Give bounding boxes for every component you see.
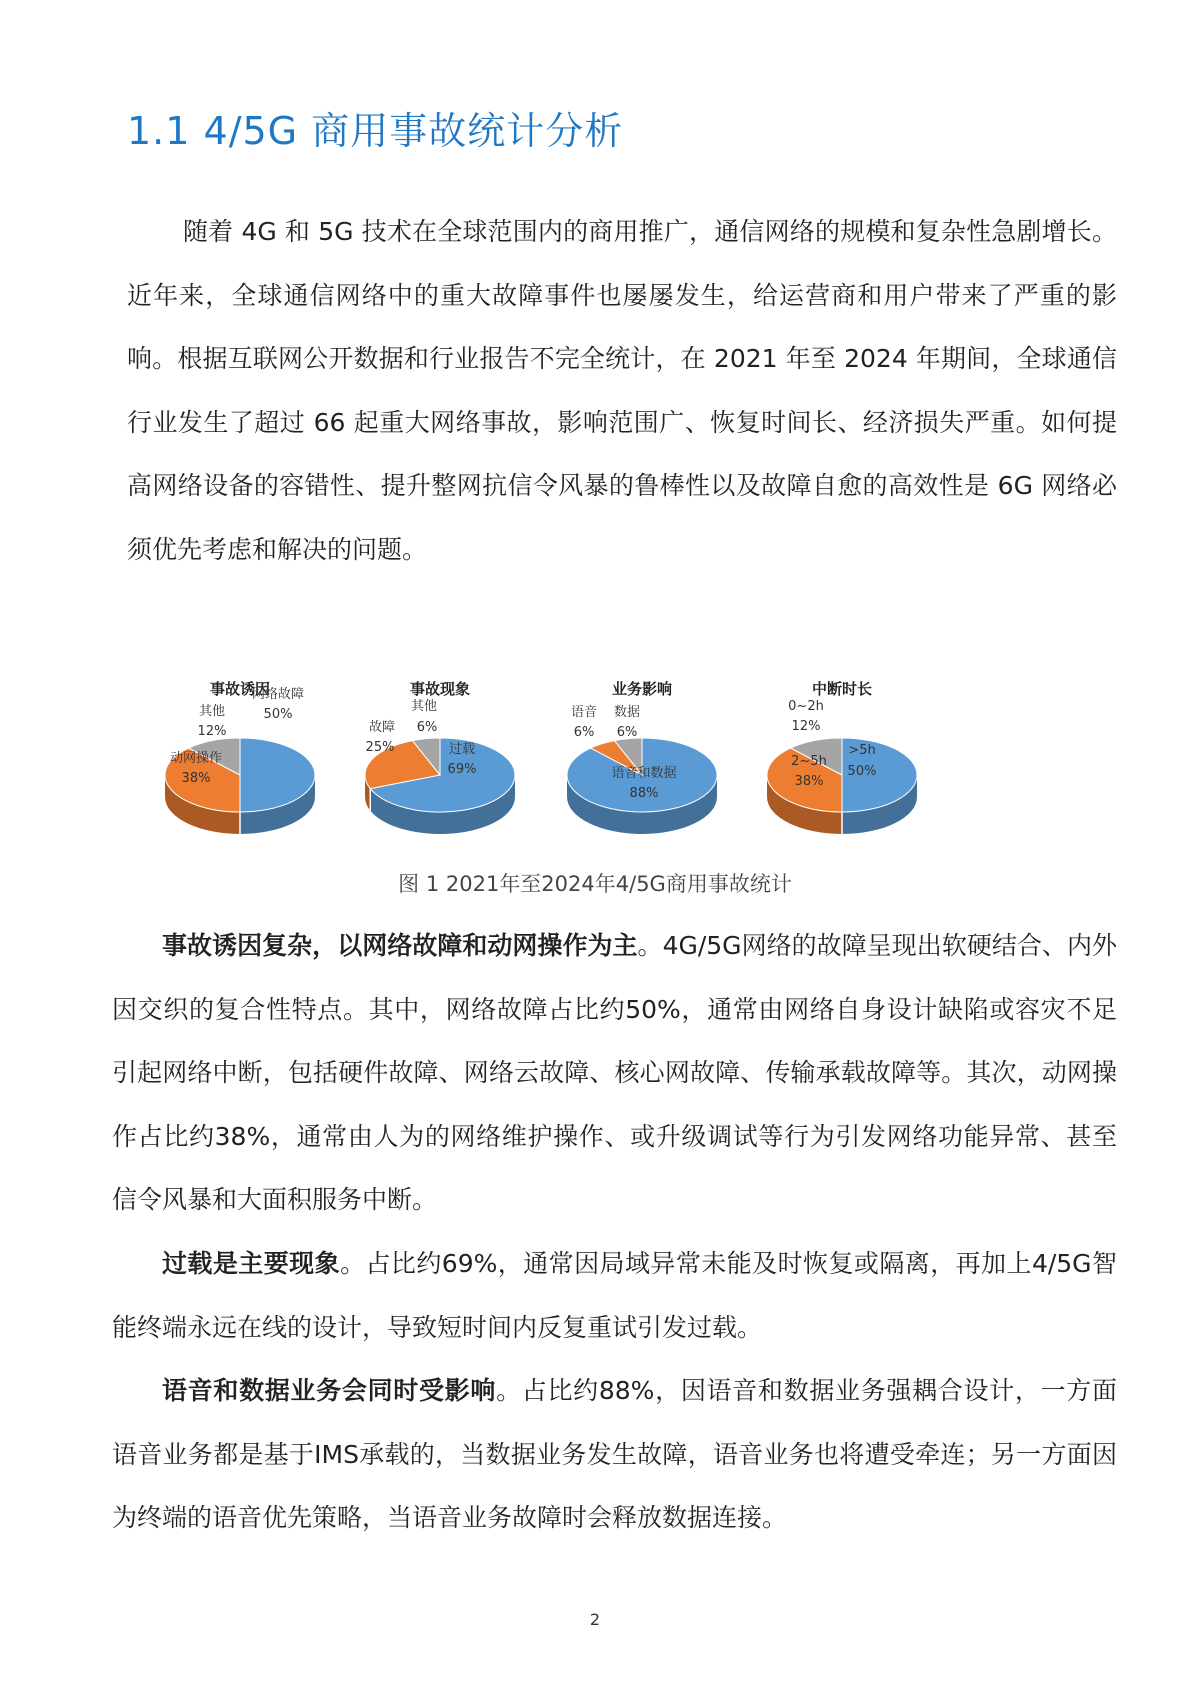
- pie-slice-percent: 88%: [629, 786, 659, 801]
- figure-caption: 图 1 2021年至2024年4/5G商用事故统计: [398, 872, 792, 896]
- pie-slice-percent: 50%: [847, 764, 877, 779]
- pie-slice-label: 语音和数据: [611, 766, 677, 781]
- pie-slice-percent: 12%: [197, 724, 227, 739]
- paragraph-cause: [112, 914, 1117, 1232]
- pie-slice-percent: 69%: [447, 762, 477, 777]
- pie-chart-duration-svg: [762, 680, 952, 840]
- pie-slice-label: 语音: [570, 705, 598, 720]
- pie-title: 事故诱因: [209, 680, 271, 698]
- pie-slice-percent: 6%: [416, 720, 438, 735]
- paragraph-cause-lead: 事故诱因复杂，以网络故障和动网操作为主: [162, 931, 638, 960]
- pie-slice-percent: 6%: [616, 725, 638, 740]
- pie-chart-duration: [762, 680, 952, 840]
- page-number: 2: [589, 1610, 601, 1629]
- pie-slice-percent: 38%: [181, 771, 211, 786]
- paragraph-overload-body: 。占比约69%，通常因局域异常未能及时恢复或隔离，再加上4/5G智能终端永远在线的设计，导致短时间内反复重试引发过载。: [112, 1249, 1117, 1342]
- pie-slice-percent: 6%: [573, 725, 595, 740]
- pie-slice-percent: 50%: [263, 707, 293, 722]
- paragraph-cause-body: 。4G/5G网络的故障呈现出软硬结合、内外因交织的复合性特点。其中，网络故障占比约50%，通常由网络自身设计缺陷或容灾不足引起网络中断，包括硬件故障、网络云故障、核心网故障、传输承载故障等。其次，动网操作占比约38%，通常由人为的网络维护操作、或升级调试等行为引发网络功能异常、甚至信令风暴和大面积服务中断。: [112, 931, 1117, 1214]
- pie-chart-service-impact: [562, 680, 752, 840]
- pie-title: 中断时长: [811, 680, 873, 698]
- pie-slice-label: 故障: [368, 720, 396, 735]
- pie-chart-phenomenon-svg: [360, 680, 550, 840]
- intro-paragraph: 随着 4G 和 5G 技术在全球范围内的商用推广，通信网络的规模和复杂性急剧增长。近年来，全球通信网络中的重大故障事件也屡屡发生，给运营商和用户带来了严重的影响。根据互联网公开数据和行业报告不完全统计，在 2021 年至 2024 年期间，全球通信行业发生了超过 66 起重大网络事故，影响范围广、恢复时间长、经济损失严重。如何提高网络设备的容错性、提升整网抗信令风暴的鲁棒性以及故障自愈的高效性是 6G 网络必须优先考虑和解决的问题。: [127, 217, 1117, 564]
- pie-slice-label: 网络故障: [251, 687, 305, 702]
- pie-chart-cause: [160, 680, 350, 840]
- paragraph-overload: [112, 1232, 1117, 1359]
- pie-chart-cause-svg: [160, 680, 350, 840]
- pie-slice-label: 其他: [410, 699, 438, 714]
- pie-title: 事故现象: [409, 680, 471, 698]
- pie-slice-label: 动网操作: [169, 751, 223, 766]
- paragraph-overload-lead: 过载是主要现象: [162, 1249, 341, 1278]
- pie-slice-label: 数据: [613, 705, 641, 720]
- pie-title: 业务影响: [611, 680, 673, 698]
- paragraph-service: [112, 1359, 1117, 1550]
- pie-slice-label: 其他: [198, 704, 226, 719]
- paragraph-service-lead: 语音和数据业务会同时受影响: [162, 1376, 497, 1405]
- pie-slice-percent: 12%: [791, 719, 821, 734]
- figure-charts: [160, 680, 1020, 850]
- pie-chart-service-impact-svg: [562, 680, 752, 840]
- paragraph-service-body: 。占比约88%，因语音和数据业务强耦合设计，一方面语音业务都是基于IMS承载的，当数据业务发生故障，语音业务也将遭受牵连；另一方面因为终端的语音优先策略，当语音业务故障时会释放数据连接。: [112, 1376, 1117, 1532]
- pie-slice-percent: 25%: [365, 740, 395, 755]
- pie-slice-percent: 38%: [794, 774, 824, 789]
- pie-slice-label: 2~5h: [791, 754, 827, 769]
- pie-slice-label: >5h: [848, 743, 876, 758]
- pie-slice-label: 0~2h: [788, 699, 824, 714]
- pie-chart-phenomenon: [360, 680, 550, 840]
- pie-slice-label: 过载: [448, 742, 476, 757]
- section-title: 1.1 4/5G 商用事故统计分析: [127, 109, 624, 153]
